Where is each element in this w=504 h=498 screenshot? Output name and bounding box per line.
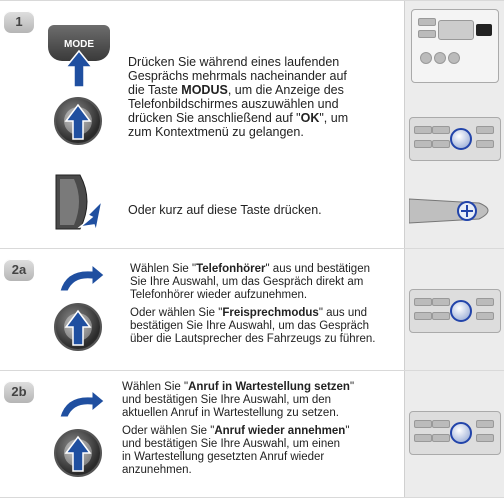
radio-button — [448, 52, 460, 64]
text-fragment: ", um — [319, 111, 349, 125]
radio-panel-icon — [411, 9, 499, 83]
highlighted-knob-icon — [450, 422, 472, 444]
step-badge: 2a — [4, 259, 34, 281]
panel-button — [476, 298, 494, 306]
panel-button — [432, 312, 450, 320]
bold-keyword: Anruf wieder annehmen — [214, 425, 346, 437]
text-line: zum Kontextmenü zu gelangen. — [128, 125, 304, 139]
text-line — [130, 307, 402, 320]
text-line: Gesprächs mehrmals nacheinander auf — [128, 69, 347, 83]
panel-button — [432, 434, 450, 442]
control-panel-icon — [409, 117, 501, 161]
panel-button — [476, 126, 494, 134]
radio-button — [418, 30, 436, 38]
panel-button — [414, 126, 432, 134]
bold-keyword: OK — [300, 111, 320, 125]
radio-button — [434, 52, 446, 64]
bold-keyword: Freisprechmodus — [222, 307, 319, 319]
control-panel-icon — [409, 411, 501, 455]
text-line — [128, 83, 398, 97]
highlighted-knob-icon — [450, 300, 472, 322]
text-line: Telefonbildschirmes auszuwählen und — [128, 97, 339, 111]
panel-button — [432, 420, 450, 428]
text-line: Telefonhörer wieder aufzunehmen. — [130, 289, 308, 301]
step-2a-instruction — [130, 263, 402, 346]
text-line — [130, 263, 402, 276]
step-badge: 1 — [4, 11, 34, 33]
radio-display — [438, 20, 474, 40]
text-line: und bestätigen Sie Ihre Auswahl, um den — [122, 394, 332, 406]
text-line: über die Lautsprecher des Fahrzeugs zu führen. — [130, 333, 376, 345]
mode-key-label: MODE — [64, 39, 94, 50]
push-up-arrow-icon — [64, 103, 92, 148]
panel-button — [432, 140, 450, 148]
panel-button — [476, 420, 494, 428]
text-line: in Wartestellung gesetzten Anruf wieder — [122, 451, 325, 463]
mode-button-highlight — [476, 24, 492, 36]
curved-arrow-icon — [56, 263, 106, 298]
step-1-alternative: Oder kurz auf diese Taste drücken. — [128, 203, 322, 217]
curved-arrow-icon — [56, 389, 106, 424]
push-up-arrow-icon — [64, 435, 92, 480]
step-2b-section — [0, 370, 504, 498]
text-line: und bestätigen Sie Ihre Auswahl, um einen — [122, 438, 341, 450]
text-fragment: " aus und — [318, 307, 368, 319]
text-line: bestätigen Sie Ihre Auswahl, um das Gespräch — [130, 320, 370, 332]
text-line: Drücken Sie während eines laufenden — [128, 55, 340, 69]
steering-stalk-icon — [409, 185, 499, 235]
panel-button — [414, 140, 432, 148]
text-line: anzunehmen. — [122, 464, 192, 476]
text-fragment: Oder wählen Sie " — [130, 307, 223, 319]
panel-button — [432, 126, 450, 134]
panel-button — [414, 420, 432, 428]
panel-button — [476, 312, 494, 320]
panel-button — [414, 298, 432, 306]
panel-button — [414, 312, 432, 320]
step-2b-instruction — [122, 381, 402, 477]
text-fragment: Wählen Sie " — [130, 263, 197, 275]
text-fragment: " — [345, 425, 350, 437]
bold-keyword: Anruf in Wartestellung setzen — [188, 381, 350, 393]
bold-keyword: Telefonhörer — [196, 263, 266, 275]
step-2a-illustration-column — [404, 249, 504, 371]
panel-button — [476, 140, 494, 148]
panel-button — [476, 434, 494, 442]
control-panel-icon — [409, 289, 501, 333]
text-line — [128, 111, 398, 125]
text-line — [122, 381, 402, 394]
push-up-arrow-icon — [64, 309, 92, 354]
text-fragment: Oder wählen Sie " — [122, 425, 215, 437]
text-fragment: Wählen Sie " — [122, 381, 189, 393]
bold-keyword: MODUS — [181, 83, 228, 97]
text-fragment: " aus und bestätigen — [265, 263, 370, 275]
step-badge: 2b — [4, 381, 34, 403]
panel-button — [432, 298, 450, 306]
text-line: Sie Ihre Auswahl, um das Gespräch direkt am — [130, 276, 364, 288]
text-fragment: die Taste — [128, 83, 182, 97]
step-2a-section — [0, 248, 504, 371]
text-line: aktuellen Anruf in Wartestellung zu setzen. — [122, 407, 339, 419]
panel-button — [414, 434, 432, 442]
radio-button — [420, 52, 432, 64]
step-1-illustration-column — [404, 1, 504, 249]
step-2b-illustration-column — [404, 371, 504, 497]
highlighted-knob-icon — [450, 128, 472, 150]
push-up-arrow-icon — [64, 49, 94, 94]
text-fragment: drücken Sie anschließend auf " — [128, 111, 301, 125]
step-1-instruction — [128, 55, 398, 139]
radio-button — [418, 18, 436, 26]
text-fragment: , um die Anzeige des — [227, 83, 344, 97]
text-fragment: " — [349, 381, 355, 393]
stalk-button-icon — [50, 171, 110, 238]
text-line — [122, 425, 402, 438]
